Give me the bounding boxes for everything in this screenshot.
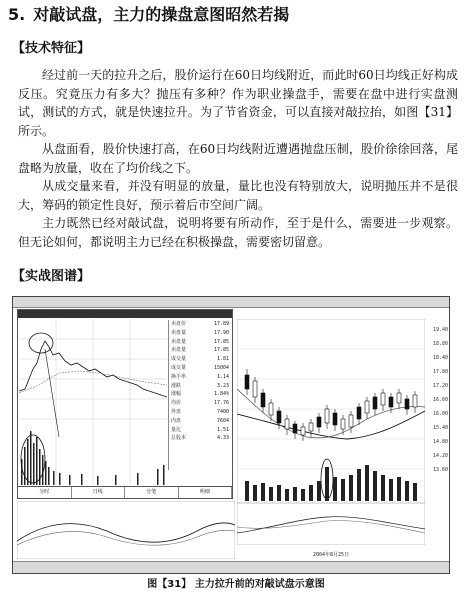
paragraph: 从成交量来看，并没有明显的放量，量比也没有特别放大，说明抛压并不是很大，筹码的锁定性良好，预示着后市空间广阔。 bbox=[18, 179, 458, 212]
quote-row: 卖盘量 17.90 bbox=[171, 329, 229, 336]
quote-row: 外盘 7400 bbox=[171, 408, 229, 415]
tab-daily[interactable]: 日线 bbox=[72, 487, 126, 498]
quote-row: 成交量 1.81 bbox=[171, 356, 229, 363]
paragraph: 经过前一天的拉升之后，股价运行在60日均线附近，而此时60日均线正好构成反压。究竟压力有多大？抛压有多种？作为职业操盘手，需要在盘中进行实盘测试，测试的方式，就是快速拉升。为了节省资金，可以直接对敲拉抬，如图【31】所示。 bbox=[18, 68, 458, 138]
quote-row: 涨幅 1.84% bbox=[171, 391, 229, 398]
quote-list bbox=[168, 320, 231, 470]
paragraph: 从盘面看，股价快速打高，在60日均线附近遭遇抛盘压制，股价徐徐回落，尾盘略为放量，收在了均价线之下。 bbox=[18, 142, 458, 175]
kline-chart bbox=[237, 319, 425, 545]
section-title bbox=[8, 4, 464, 26]
intraday-panel bbox=[17, 309, 233, 499]
intraday-chart bbox=[19, 319, 167, 485]
stock-chart-figure bbox=[12, 296, 450, 574]
quote-row: 换手率 1.14 bbox=[171, 373, 229, 380]
quote-row: 涨跌 3.23 bbox=[171, 382, 229, 389]
tab-ticks[interactable]: 分笔 bbox=[125, 487, 179, 498]
quote-row: 卖盘价 17.89 bbox=[171, 321, 229, 327]
price-axis: 19.40 18.80 18.40 17.80 17.20 16.60 16.00 15.40 14.80 14.20 13.60 bbox=[432, 327, 448, 473]
technical-features-heading: 【技术特征】 bbox=[12, 41, 91, 56]
window-toolbar bbox=[13, 297, 449, 308]
quote-row: 成交量 15004 bbox=[171, 364, 229, 371]
quote-row: 内盘 7604 bbox=[171, 417, 229, 424]
body-text bbox=[18, 66, 458, 251]
quote-row: 卖盘量 17.85 bbox=[171, 347, 229, 354]
tab-intraday[interactable]: 分时 bbox=[18, 487, 72, 498]
figure-caption: 图【31】 主力拉升前的对敲试盘示意图 bbox=[147, 579, 325, 590]
chart-section-heading: 【实战图谱】 bbox=[12, 269, 91, 284]
section-number: 5. bbox=[8, 5, 26, 24]
quote-row: 量比 1.51 bbox=[171, 426, 229, 433]
intraday-title-bar bbox=[18, 310, 232, 318]
status-bar bbox=[13, 561, 449, 574]
lower-indicator-panel bbox=[17, 501, 235, 559]
section-heading: 对敲试盘，主力的操盘意图昭然若揭 bbox=[33, 5, 290, 24]
kline-header bbox=[237, 309, 445, 317]
quote-row: 均价 17.76 bbox=[171, 400, 229, 407]
quote-row: 总股本 4.33 bbox=[171, 435, 229, 442]
date-marker: 2004年8月25日 bbox=[313, 552, 350, 558]
quote-row: 卖盘量 17.85 bbox=[171, 338, 229, 345]
intraday-tabs bbox=[18, 486, 232, 498]
paragraph: 主力既然已经对敲试盘，说明将要有所动作，至于是什么，需要进一步观察。但无论如何，都说明主力已经在积极操盘，需要密切留意。 bbox=[18, 216, 458, 249]
tab-detail[interactable]: 明细 bbox=[179, 487, 233, 498]
